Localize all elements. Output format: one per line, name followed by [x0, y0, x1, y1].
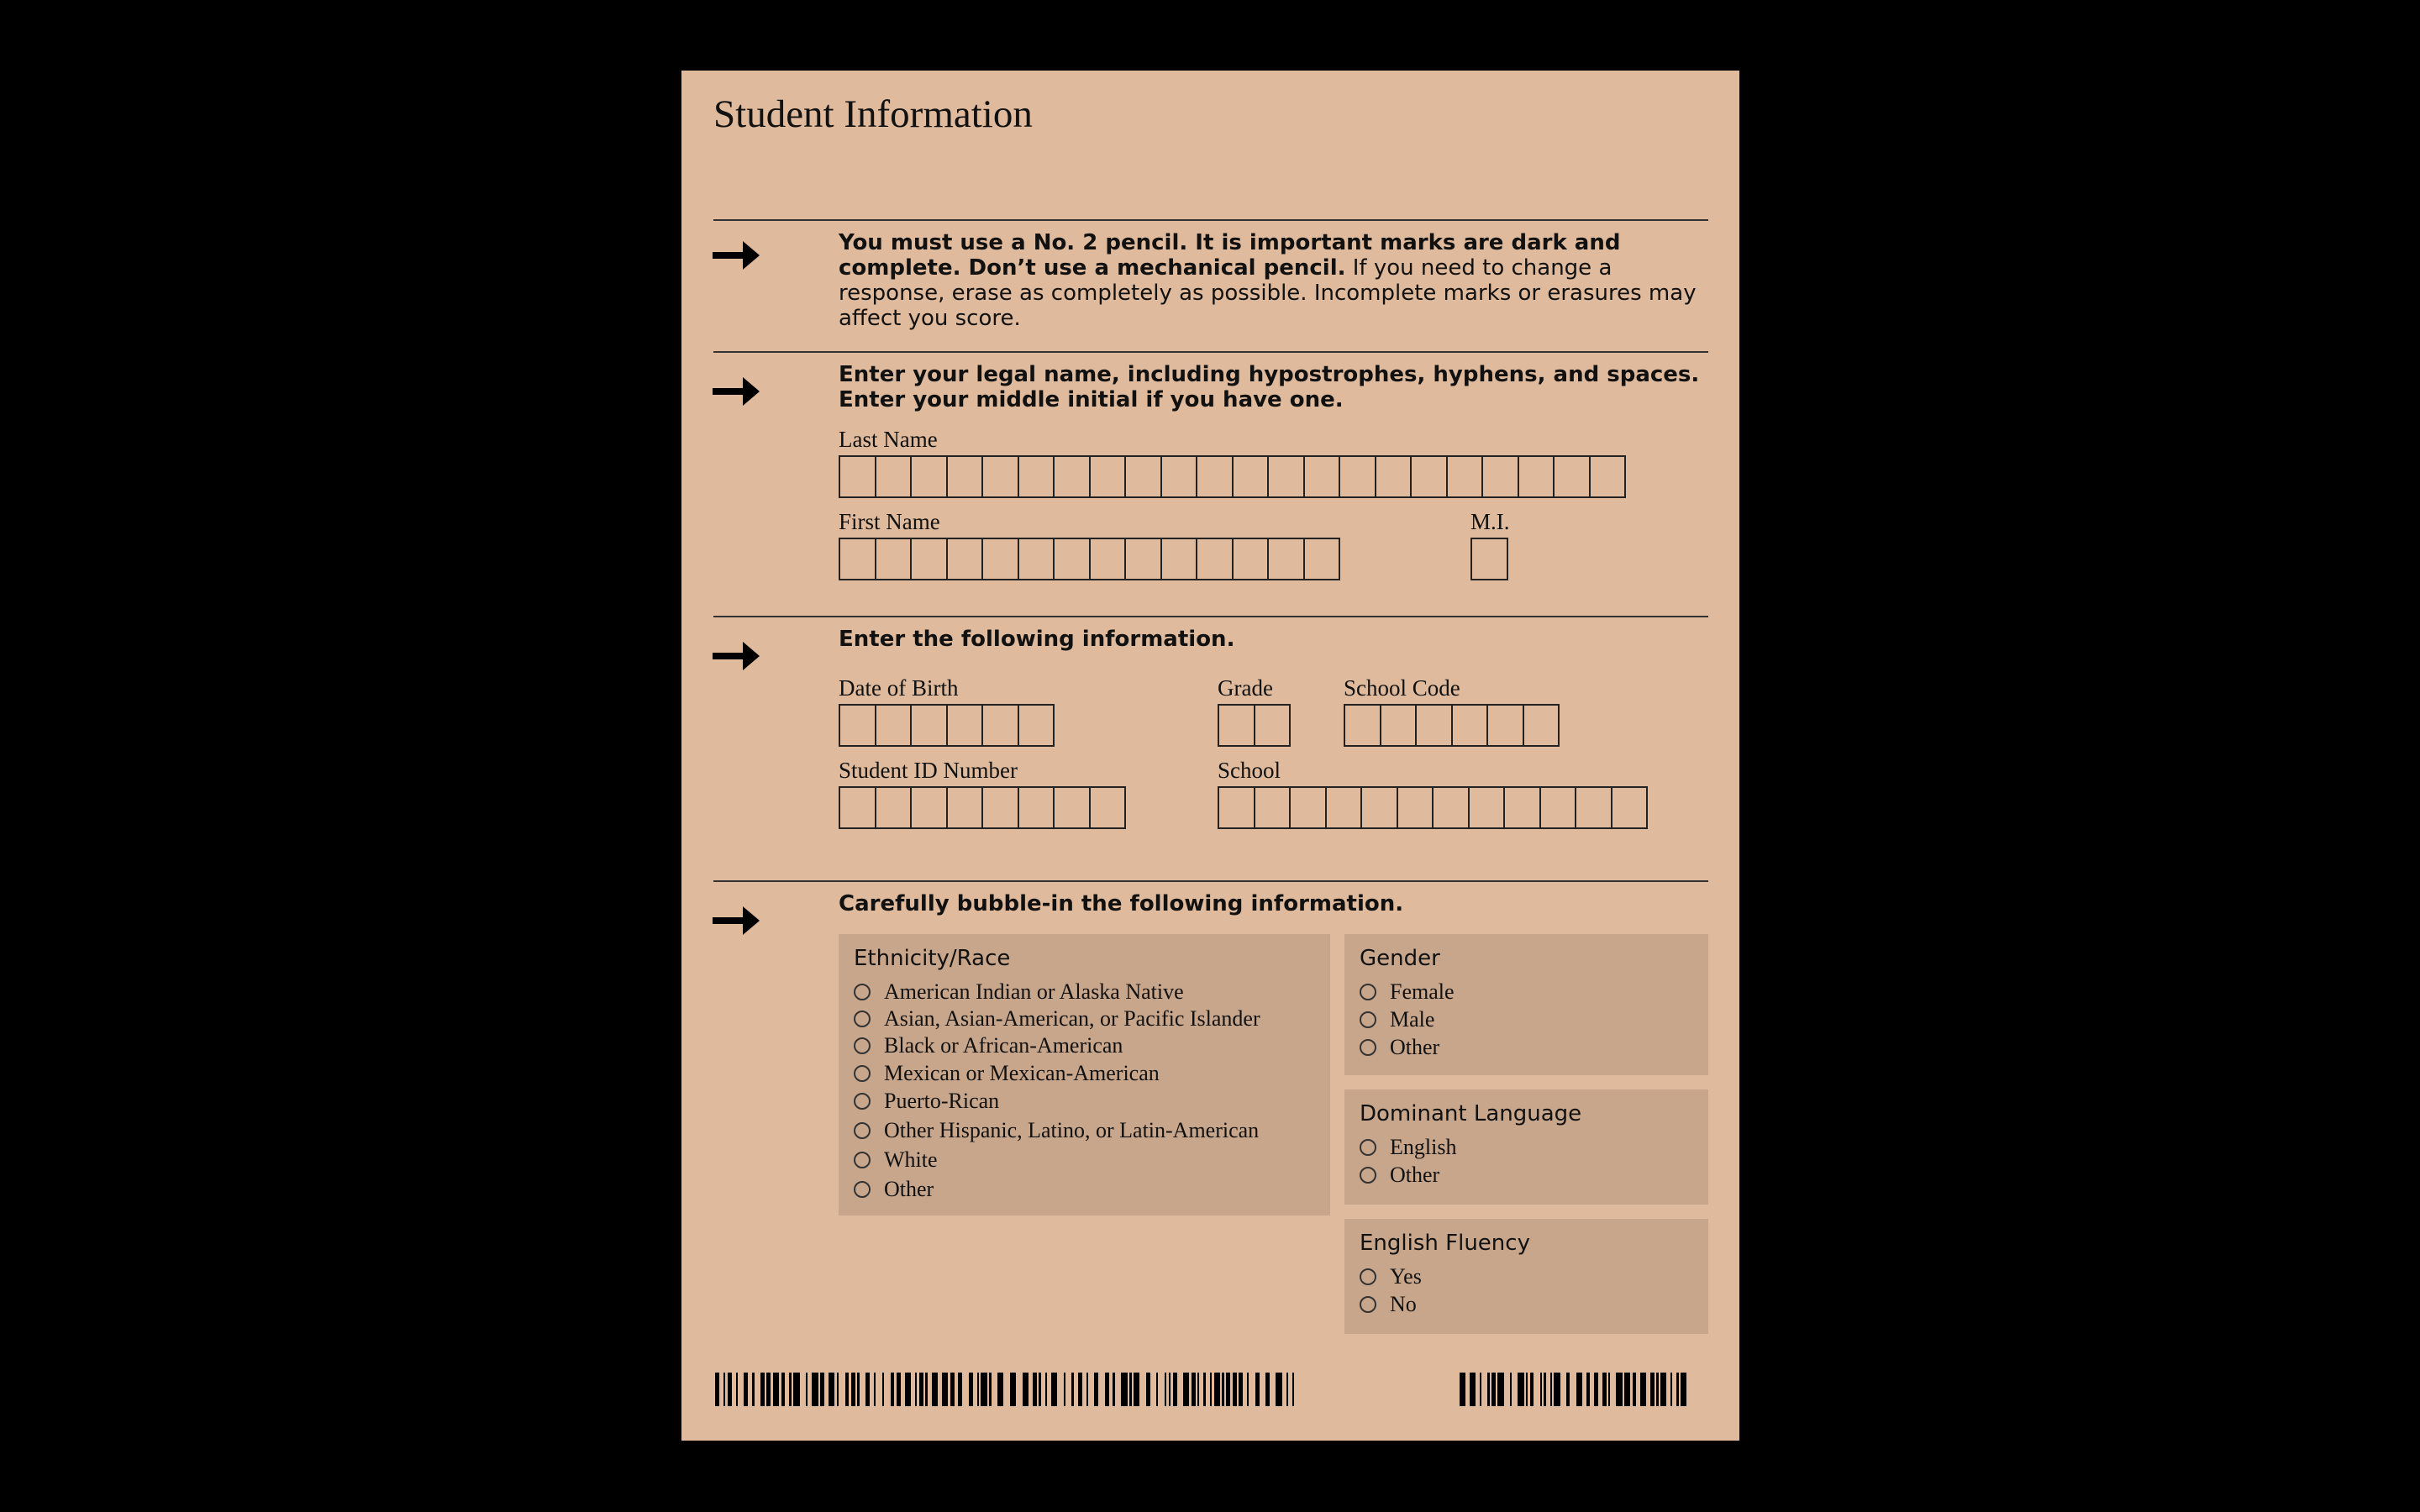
form-title: Student Information [713, 92, 1033, 136]
barcode-bar [1115, 1373, 1121, 1406]
name-instructions-bold: Enter your legal name, including hypostrophes, hyphens, and spaces. Enter your middle initial if you have one. [839, 362, 1700, 412]
option-label: Mexican or Mexican-American [884, 1061, 1160, 1085]
barcode-bar [1504, 1373, 1510, 1406]
entry-box[interactable] [910, 538, 948, 580]
last-name-boxes[interactable] [839, 455, 1624, 498]
school-boxes[interactable] [1218, 786, 1646, 829]
barcode-bar [1134, 1373, 1139, 1406]
entry-box[interactable] [1267, 538, 1305, 580]
barcode-bar [1121, 1373, 1127, 1406]
student-id-boxes[interactable] [839, 786, 1124, 829]
ethnicity-panel [839, 934, 1330, 1215]
barcode-bar [1681, 1373, 1686, 1406]
barcode-bar [800, 1373, 806, 1406]
barcode-bar [1214, 1373, 1220, 1406]
entry-box[interactable] [875, 704, 913, 747]
barcode-bar [1088, 1373, 1094, 1406]
entry-box[interactable] [1018, 786, 1055, 829]
ethnicity-option[interactable] [854, 1089, 999, 1114]
barcode-bar [1057, 1373, 1063, 1406]
entry-box[interactable] [1432, 786, 1470, 829]
entry-box[interactable] [1089, 455, 1127, 498]
entry-box[interactable] [1053, 786, 1091, 829]
barcode-bar [876, 1373, 881, 1406]
barcode-bar [1610, 1373, 1616, 1406]
entry-box[interactable] [981, 704, 1019, 747]
ethnicity-option[interactable] [854, 1177, 934, 1202]
entry-box[interactable] [1160, 455, 1198, 498]
barcode-bar [812, 1373, 818, 1406]
barcode-bar [1470, 1373, 1476, 1406]
last-name-label: Last Name [839, 427, 938, 452]
option-label: Other [1390, 1035, 1440, 1059]
ethnicity-option[interactable] [854, 979, 1184, 1005]
arrow-right-icon [711, 635, 761, 677]
entry-box[interactable] [1218, 704, 1255, 747]
middle-initial-box[interactable] [1470, 538, 1507, 580]
arrow-right-icon [711, 370, 761, 412]
entry-box[interactable] [946, 704, 984, 747]
barcode-bar [981, 1373, 986, 1406]
barcode-bar [793, 1373, 799, 1406]
entry-box[interactable] [1575, 786, 1612, 829]
barcode-bar [1249, 1373, 1255, 1406]
radio-bubble[interactable] [1360, 1139, 1376, 1156]
barcode-bar [1560, 1373, 1566, 1406]
entry-box[interactable] [1018, 455, 1055, 498]
barcode-bar [932, 1373, 938, 1406]
section-divider [713, 351, 1708, 353]
entry-box[interactable] [1380, 704, 1418, 747]
student-information-form [681, 71, 1739, 1441]
school-code-label: School Code [1344, 675, 1460, 701]
entry-box[interactable] [1303, 538, 1341, 580]
entry-box[interactable] [839, 538, 876, 580]
option-label: No [1390, 1292, 1417, 1316]
ethnicity-title: Ethnicity/Race [854, 946, 1011, 971]
barcode-bar [1276, 1373, 1281, 1406]
section-divider [713, 219, 1708, 221]
barcode-bar [905, 1373, 911, 1406]
barcode-bar [1660, 1373, 1666, 1406]
option-label: Male [1390, 1007, 1435, 1032]
barcode-bar [1139, 1373, 1145, 1406]
barcode-bar [860, 1373, 865, 1406]
entry-box[interactable] [1254, 704, 1292, 747]
barcode-bar [1512, 1373, 1518, 1406]
barcode-bar [829, 1373, 834, 1406]
entry-box[interactable] [1553, 455, 1591, 498]
ethnicity-option[interactable] [854, 1006, 1260, 1032]
bubble-instructions [839, 891, 1704, 916]
radio-bubble[interactable] [1360, 1011, 1376, 1028]
barcode-bar [1065, 1373, 1071, 1406]
barcode-bar [1150, 1373, 1156, 1406]
option-label: Other [1390, 1163, 1440, 1187]
barcode-bar [997, 1373, 1003, 1406]
radio-bubble[interactable] [854, 1093, 871, 1110]
barcode-bar [1481, 1373, 1487, 1406]
barcode-bar [1177, 1373, 1183, 1406]
gender-title: Gender [1360, 946, 1440, 971]
barcode-bar [1023, 1373, 1028, 1406]
entry-box[interactable] [1018, 538, 1055, 580]
radio-bubble[interactable] [854, 1181, 871, 1198]
option-label: Other Hispanic, Latino, or Latin-American [884, 1118, 1260, 1142]
language-option[interactable] [1360, 1135, 1456, 1160]
entry-box[interactable] [1397, 786, 1434, 829]
barcode-bar [1183, 1373, 1189, 1406]
option-label: Puerto-Rican [884, 1089, 1000, 1113]
ethnicity-option[interactable] [854, 1118, 1259, 1143]
barcode-bar [1686, 1373, 1691, 1406]
option-label: Yes [1390, 1264, 1422, 1289]
entry-box[interactable] [1053, 455, 1091, 498]
pencil-instructions [839, 230, 1704, 331]
entry-box[interactable] [910, 455, 948, 498]
entry-box[interactable] [1446, 455, 1484, 498]
entry-box[interactable] [839, 704, 876, 747]
ethnicity-option[interactable] [854, 1147, 938, 1173]
fluency-title: English Fluency [1360, 1231, 1530, 1256]
option-label: White [884, 1147, 938, 1172]
entry-box[interactable] [1124, 455, 1162, 498]
radio-bubble[interactable] [854, 1037, 871, 1054]
option-label: Other [884, 1177, 934, 1201]
barcode-bar [1497, 1373, 1503, 1406]
barcode-bar [1570, 1373, 1576, 1406]
language-title: Dominant Language [1360, 1101, 1582, 1126]
gender-option[interactable] [1360, 979, 1455, 1005]
ethnicity-option[interactable] [854, 1061, 1160, 1086]
barcode-bar [1294, 1373, 1300, 1406]
date-of-birth-boxes[interactable] [839, 704, 1053, 747]
middle-initial-label: M.I. [1470, 509, 1510, 534]
radio-bubble[interactable] [854, 1065, 871, 1082]
barcode-bar [1158, 1373, 1164, 1406]
entry-box[interactable] [875, 455, 913, 498]
entry-box[interactable] [1486, 704, 1524, 747]
radio-bubble[interactable] [854, 984, 871, 1000]
entry-box[interactable] [839, 786, 876, 829]
gender-panel [1344, 934, 1708, 1075]
entry-box[interactable] [1124, 538, 1162, 580]
fluency-panel [1344, 1219, 1708, 1334]
barcode-bar [773, 1373, 779, 1406]
barcode-bar [1270, 1373, 1276, 1406]
barcode-bar [1554, 1373, 1560, 1406]
info-instructions-bold: Enter the following information. [839, 627, 1235, 652]
option-label: English [1390, 1135, 1457, 1159]
barcode-bar [942, 1373, 948, 1406]
radio-bubble[interactable] [1360, 984, 1376, 1000]
entry-box[interactable] [1481, 455, 1519, 498]
gender-option[interactable] [1360, 1007, 1434, 1032]
language-option[interactable] [1360, 1163, 1439, 1188]
school-label: School [1218, 758, 1281, 783]
student-id-label: Student ID Number [839, 758, 1018, 783]
section-divider [713, 880, 1708, 882]
barcode-bar [1640, 1373, 1646, 1406]
option-label: Black or African-American [884, 1033, 1123, 1058]
entry-box[interactable] [1254, 786, 1292, 829]
entry-box[interactable] [910, 786, 948, 829]
entry-box[interactable] [1375, 455, 1413, 498]
barcode-bar [1518, 1373, 1523, 1406]
fluency-option[interactable] [1360, 1264, 1422, 1289]
entry-box[interactable] [1360, 786, 1398, 829]
ethnicity-option[interactable] [854, 1033, 1123, 1058]
barcode-bar [992, 1373, 997, 1406]
entry-box[interactable] [946, 786, 984, 829]
entry-box[interactable] [875, 786, 913, 829]
entry-box[interactable] [1468, 786, 1506, 829]
barcode-bar [1624, 1373, 1630, 1406]
entry-box[interactable] [1232, 455, 1270, 498]
entry-box[interactable] [839, 455, 876, 498]
radio-bubble[interactable] [854, 1122, 871, 1139]
barcode-bar [1260, 1373, 1265, 1406]
barcode-left [715, 1373, 1301, 1406]
barcode-bar [1016, 1373, 1022, 1406]
entry-box[interactable] [1539, 786, 1577, 829]
entry-box[interactable] [1089, 786, 1127, 829]
entry-box[interactable] [1267, 455, 1305, 498]
entry-box[interactable] [1325, 786, 1363, 829]
barcode-bar [1051, 1373, 1057, 1406]
arrow-right-icon [711, 234, 761, 276]
radio-bubble[interactable] [1360, 1296, 1376, 1313]
section-divider [713, 616, 1708, 617]
entry-box[interactable] [1232, 538, 1270, 580]
arrow-right-icon [711, 900, 761, 942]
pencil-instructions-bold: You must use a No. 2 pencil. It is important marks are dark and complete. Don’t use a mechanical pencil. [839, 230, 1621, 281]
entry-box[interactable] [1339, 455, 1376, 498]
grade-label: Grade [1218, 675, 1273, 701]
entry-box[interactable] [1303, 455, 1341, 498]
entry-box[interactable] [981, 786, 1019, 829]
option-label: Asian, Asian-American, or Pacific Islander [884, 1006, 1260, 1031]
radio-bubble[interactable] [1360, 1167, 1376, 1184]
entry-box[interactable] [1470, 538, 1508, 580]
entry-box[interactable] [1611, 786, 1649, 829]
first-name-boxes[interactable] [839, 538, 1339, 580]
entry-box[interactable] [1218, 786, 1255, 829]
entry-box[interactable] [1089, 538, 1127, 580]
entry-box[interactable] [1451, 704, 1489, 747]
info-instructions [839, 627, 1704, 652]
grade-boxes[interactable] [1218, 704, 1289, 747]
gender-option[interactable] [1360, 1035, 1439, 1060]
entry-box[interactable] [1523, 704, 1560, 747]
entry-box[interactable] [1196, 538, 1234, 580]
barcode-bar [1098, 1373, 1104, 1406]
barcode-bar [1576, 1373, 1582, 1406]
entry-box[interactable] [910, 704, 948, 747]
entry-box[interactable] [1503, 786, 1541, 829]
date-of-birth-label: Date of Birth [839, 675, 959, 701]
option-label: American Indian or Alaska Native [884, 979, 1184, 1004]
language-panel [1344, 1089, 1708, 1205]
barcode-right [1460, 1373, 1691, 1406]
radio-bubble[interactable] [854, 1152, 871, 1168]
first-name-label: First Name [839, 509, 940, 534]
entry-box[interactable] [1196, 455, 1234, 498]
barcode-bar [962, 1373, 968, 1406]
entry-box[interactable] [1410, 455, 1448, 498]
bubble-instructions-bold: Carefully bubble-in the following information. [839, 891, 1404, 916]
entry-box[interactable] [1589, 455, 1627, 498]
entry-box[interactable] [1344, 704, 1381, 747]
barcode-bar [755, 1373, 760, 1406]
barcode-bar [1010, 1373, 1016, 1406]
pencil-instructions-text: If you need to change a response, erase as completely as possible. Incomplete marks or erasures may affect you score. [839, 255, 1697, 331]
school-code-boxes[interactable] [1344, 704, 1558, 747]
entry-box[interactable] [1018, 704, 1055, 747]
radio-bubble[interactable] [854, 1011, 871, 1027]
barcode-bar [738, 1373, 744, 1406]
entry-box[interactable] [1518, 455, 1555, 498]
entry-box[interactable] [981, 538, 1019, 580]
entry-box[interactable] [946, 538, 984, 580]
entry-box[interactable] [875, 538, 913, 580]
entry-box[interactable] [981, 455, 1019, 498]
entry-box[interactable] [946, 455, 984, 498]
entry-box[interactable] [1053, 538, 1091, 580]
barcode-bar [1003, 1373, 1009, 1406]
barcode-bar [1460, 1373, 1465, 1406]
name-instructions [839, 362, 1704, 412]
entry-box[interactable] [1160, 538, 1198, 580]
radio-bubble[interactable] [1360, 1039, 1376, 1056]
barcode-bar [1616, 1373, 1622, 1406]
barcode-bar [839, 1373, 844, 1406]
fluency-option[interactable] [1360, 1292, 1417, 1317]
radio-bubble[interactable] [1360, 1268, 1376, 1285]
entry-box[interactable] [1415, 704, 1453, 747]
option-label: Female [1390, 979, 1455, 1004]
entry-box[interactable] [1289, 786, 1327, 829]
barcode-bar [1534, 1373, 1539, 1406]
barcode-bar [884, 1373, 890, 1406]
